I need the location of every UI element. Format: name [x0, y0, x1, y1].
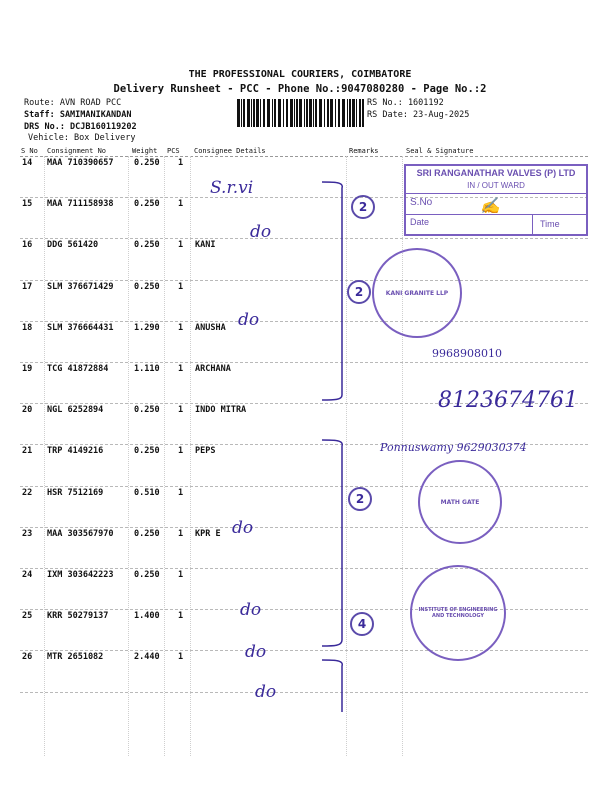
remark-circle: 2: [351, 195, 375, 219]
kani-seal-text: KANI GRANITE LLP: [385, 289, 449, 297]
row-sno: 25: [22, 611, 33, 622]
barcode-bar: [342, 99, 345, 127]
col-weight: Weight: [132, 147, 158, 155]
row-consignment: NGL 6252894: [47, 405, 104, 416]
remark-circle: 4: [350, 612, 374, 636]
row-weight: 0.250: [134, 158, 160, 168]
route-label: Route: AVN ROAD PCC: [24, 98, 122, 108]
stamp-date: Date: [410, 217, 430, 227]
math-seal-text: MATH GATE: [440, 498, 480, 506]
row-divider: [20, 650, 588, 651]
barcode-bar: [267, 99, 270, 127]
company-stamp: [404, 164, 588, 236]
row-pcs: 1: [178, 405, 184, 416]
table-row: [0, 282, 600, 322]
row-pcs: 1: [178, 364, 184, 374]
row-pcs: 1: [178, 240, 184, 251]
handwritten-srvi: S.r.vi: [210, 178, 254, 198]
barcode-bar: [359, 99, 361, 127]
barcode-bar: [241, 99, 242, 127]
stamp-company: SRI RANGANATHAR VALVES (P) LTD: [416, 168, 576, 178]
barcode-bar: [362, 99, 364, 127]
table-row: [0, 570, 600, 610]
row-consignee: KPR E: [195, 528, 221, 539]
remarks-brackets: [320, 160, 360, 720]
table-row: [0, 652, 600, 692]
row-consignment: KRR 50279137: [47, 611, 109, 622]
row-weight: 2.440: [134, 652, 160, 663]
table-row: [0, 611, 600, 651]
row-consignee: KANI: [195, 240, 216, 251]
rs-date: RS Date: 23-Aug-2025: [367, 110, 470, 120]
barcode-bar: [253, 99, 255, 127]
barcode-bar: [356, 99, 357, 127]
table-row: [0, 323, 600, 363]
barcode-bar: [324, 99, 325, 127]
handwritten-do: do: [240, 600, 262, 620]
handwritten-do: do: [250, 222, 272, 242]
row-sno: 15: [22, 199, 33, 210]
row-sno: 19: [22, 364, 33, 374]
row-weight: 0.510: [134, 487, 160, 498]
row-divider: [20, 568, 588, 569]
row-sno: 21: [22, 446, 33, 457]
stamp-sno: S.No: [410, 197, 433, 208]
staff-label: Staff: SAMIMANIKANDAN: [24, 110, 132, 120]
barcode-bar: [299, 99, 302, 127]
barcode-bar: [274, 99, 276, 127]
row-consignment: TCG 41872884: [47, 364, 109, 374]
row-consignee: ARCHANA: [195, 364, 231, 374]
row-pcs: 1: [178, 322, 184, 333]
row-divider: [20, 527, 588, 528]
row-consignment: DDG 561420: [47, 240, 99, 251]
institute-seal-text: INSTITUTE OF ENGINEERING AND TECHNOLOGY: [418, 607, 498, 619]
barcode-bar: [243, 99, 245, 127]
barcode-bar: [251, 99, 252, 127]
barcode-bar: [286, 99, 288, 127]
barcode-bar: [309, 99, 312, 127]
barcode-bar: [335, 99, 336, 127]
vehicle-label: Vehicle: Box Delivery: [28, 133, 136, 143]
row-consignment: TRP 4149216: [47, 446, 104, 457]
col-remarks: Remarks: [349, 147, 379, 155]
remark-circle: 2: [347, 280, 371, 304]
signature-mark: ✍: [480, 196, 500, 215]
row-pcs: 1: [178, 487, 184, 498]
drs-number: DRS No.: DCJB160119202: [24, 122, 137, 132]
barcode-bar: [272, 99, 273, 127]
table-row: [0, 488, 600, 528]
row-consignment: MTR 2651082: [47, 652, 104, 663]
col-seal: Seal & Signature: [406, 147, 474, 155]
barcode-bar: [313, 99, 314, 127]
row-consignment: MAA 303567970: [47, 528, 114, 539]
barcode-bar: [349, 99, 351, 127]
barcode-bar: [327, 99, 329, 127]
col-consignment: Consignment No: [47, 147, 107, 155]
math-gate-seal: [418, 460, 502, 544]
row-consignment: MAA 711158938: [47, 199, 114, 210]
row-consignee: ANUSHA: [195, 322, 226, 333]
row-sno: 14: [22, 158, 33, 168]
handwritten-do: do: [245, 642, 267, 662]
barcode-bar: [283, 99, 284, 127]
barcode-bar: [278, 99, 281, 127]
handwritten-name-phone: Ponnuswamy 9629030374: [380, 441, 527, 454]
row-sno: 23: [22, 528, 33, 539]
row-consignment: HSR 7512169: [47, 487, 104, 498]
row-sno: 16: [22, 240, 33, 251]
row-sno: 24: [22, 570, 33, 580]
row-consignee: PEPS: [195, 446, 216, 457]
row-pcs: 1: [178, 570, 184, 580]
row-divider: [20, 321, 588, 322]
barcode-bar: [247, 99, 250, 127]
company-title: THE PROFESSIONAL COURIERS, COIMBATORE: [188, 69, 412, 80]
row-weight: 0.250: [134, 240, 160, 251]
barcode-bar: [319, 99, 322, 127]
row-consignment: SLM 376664431: [47, 322, 114, 333]
header-divider: [20, 156, 588, 157]
barcode-bar: [347, 99, 348, 127]
row-weight: 0.250: [134, 570, 160, 580]
row-sno: 20: [22, 405, 33, 416]
row-weight: 1.290: [134, 322, 160, 333]
table-row: [0, 529, 600, 569]
row-sno: 26: [22, 652, 33, 663]
row-divider: [20, 238, 588, 239]
row-weight: 1.400: [134, 611, 160, 622]
row-pcs: 1: [178, 199, 184, 210]
barcode-bar: [330, 99, 333, 127]
row-divider: [20, 486, 588, 487]
row-weight: 1.110: [134, 364, 160, 374]
barcode-bar: [352, 99, 355, 127]
handwritten-phone: 9968908010: [432, 347, 502, 360]
col-pcs: PCS: [167, 147, 180, 155]
row-weight: 0.250: [134, 281, 160, 292]
row-weight: 0.250: [134, 446, 160, 457]
row-pcs: 1: [178, 611, 184, 622]
stamp-time: Time: [540, 219, 560, 229]
col-sno: S No: [21, 147, 38, 155]
row-pcs: 1: [178, 158, 184, 168]
table-row: [0, 240, 600, 280]
handwritten-do: do: [255, 682, 277, 702]
barcode: [237, 99, 364, 127]
barcode-bar: [338, 99, 340, 127]
row-divider: [20, 362, 588, 363]
row-consignment: MAA 710390657: [47, 158, 114, 168]
row-divider: [20, 692, 588, 693]
institute-seal: [410, 565, 506, 661]
row-divider: [20, 280, 588, 281]
barcode-bar: [237, 99, 240, 127]
row-pcs: 1: [178, 446, 184, 457]
row-weight: 0.250: [134, 405, 160, 416]
barcode-bar: [294, 99, 295, 127]
handwritten-do: do: [238, 310, 260, 330]
row-weight: 0.250: [134, 199, 160, 210]
row-pcs: 1: [178, 652, 184, 663]
barcode-bar: [256, 99, 259, 127]
barcode-bar: [290, 99, 293, 127]
row-pcs: 1: [178, 281, 184, 292]
barcode-bar: [315, 99, 317, 127]
row-weight: 0.250: [134, 528, 160, 539]
rs-number: RS No.: 1601192: [367, 98, 444, 108]
barcode-bar: [296, 99, 298, 127]
barcode-bar: [306, 99, 308, 127]
handwritten-phone: 8123674761: [438, 388, 578, 413]
barcode-bar: [263, 99, 265, 127]
row-sno: 17: [22, 281, 33, 292]
barcode-bar: [260, 99, 261, 127]
runsheet-subtitle: Delivery Runsheet - PCC - Phone No.:9047080280 - Page No.:2: [113, 83, 487, 95]
row-sno: 22: [22, 487, 33, 498]
row-sno: 18: [22, 322, 33, 333]
handwritten-do: do: [232, 518, 254, 538]
remark-circle: 2: [348, 487, 372, 511]
kani-seal: [372, 248, 462, 338]
col-consignee: Consignee Details: [194, 147, 266, 155]
stamp-inout: IN / OUT WARD: [467, 181, 525, 190]
row-consignment: IXM 303642223: [47, 570, 114, 580]
row-consignee: INDO MITRA: [195, 405, 247, 416]
row-consignment: SLM 376671429: [47, 281, 114, 292]
row-pcs: 1: [178, 528, 184, 539]
barcode-bar: [304, 99, 305, 127]
